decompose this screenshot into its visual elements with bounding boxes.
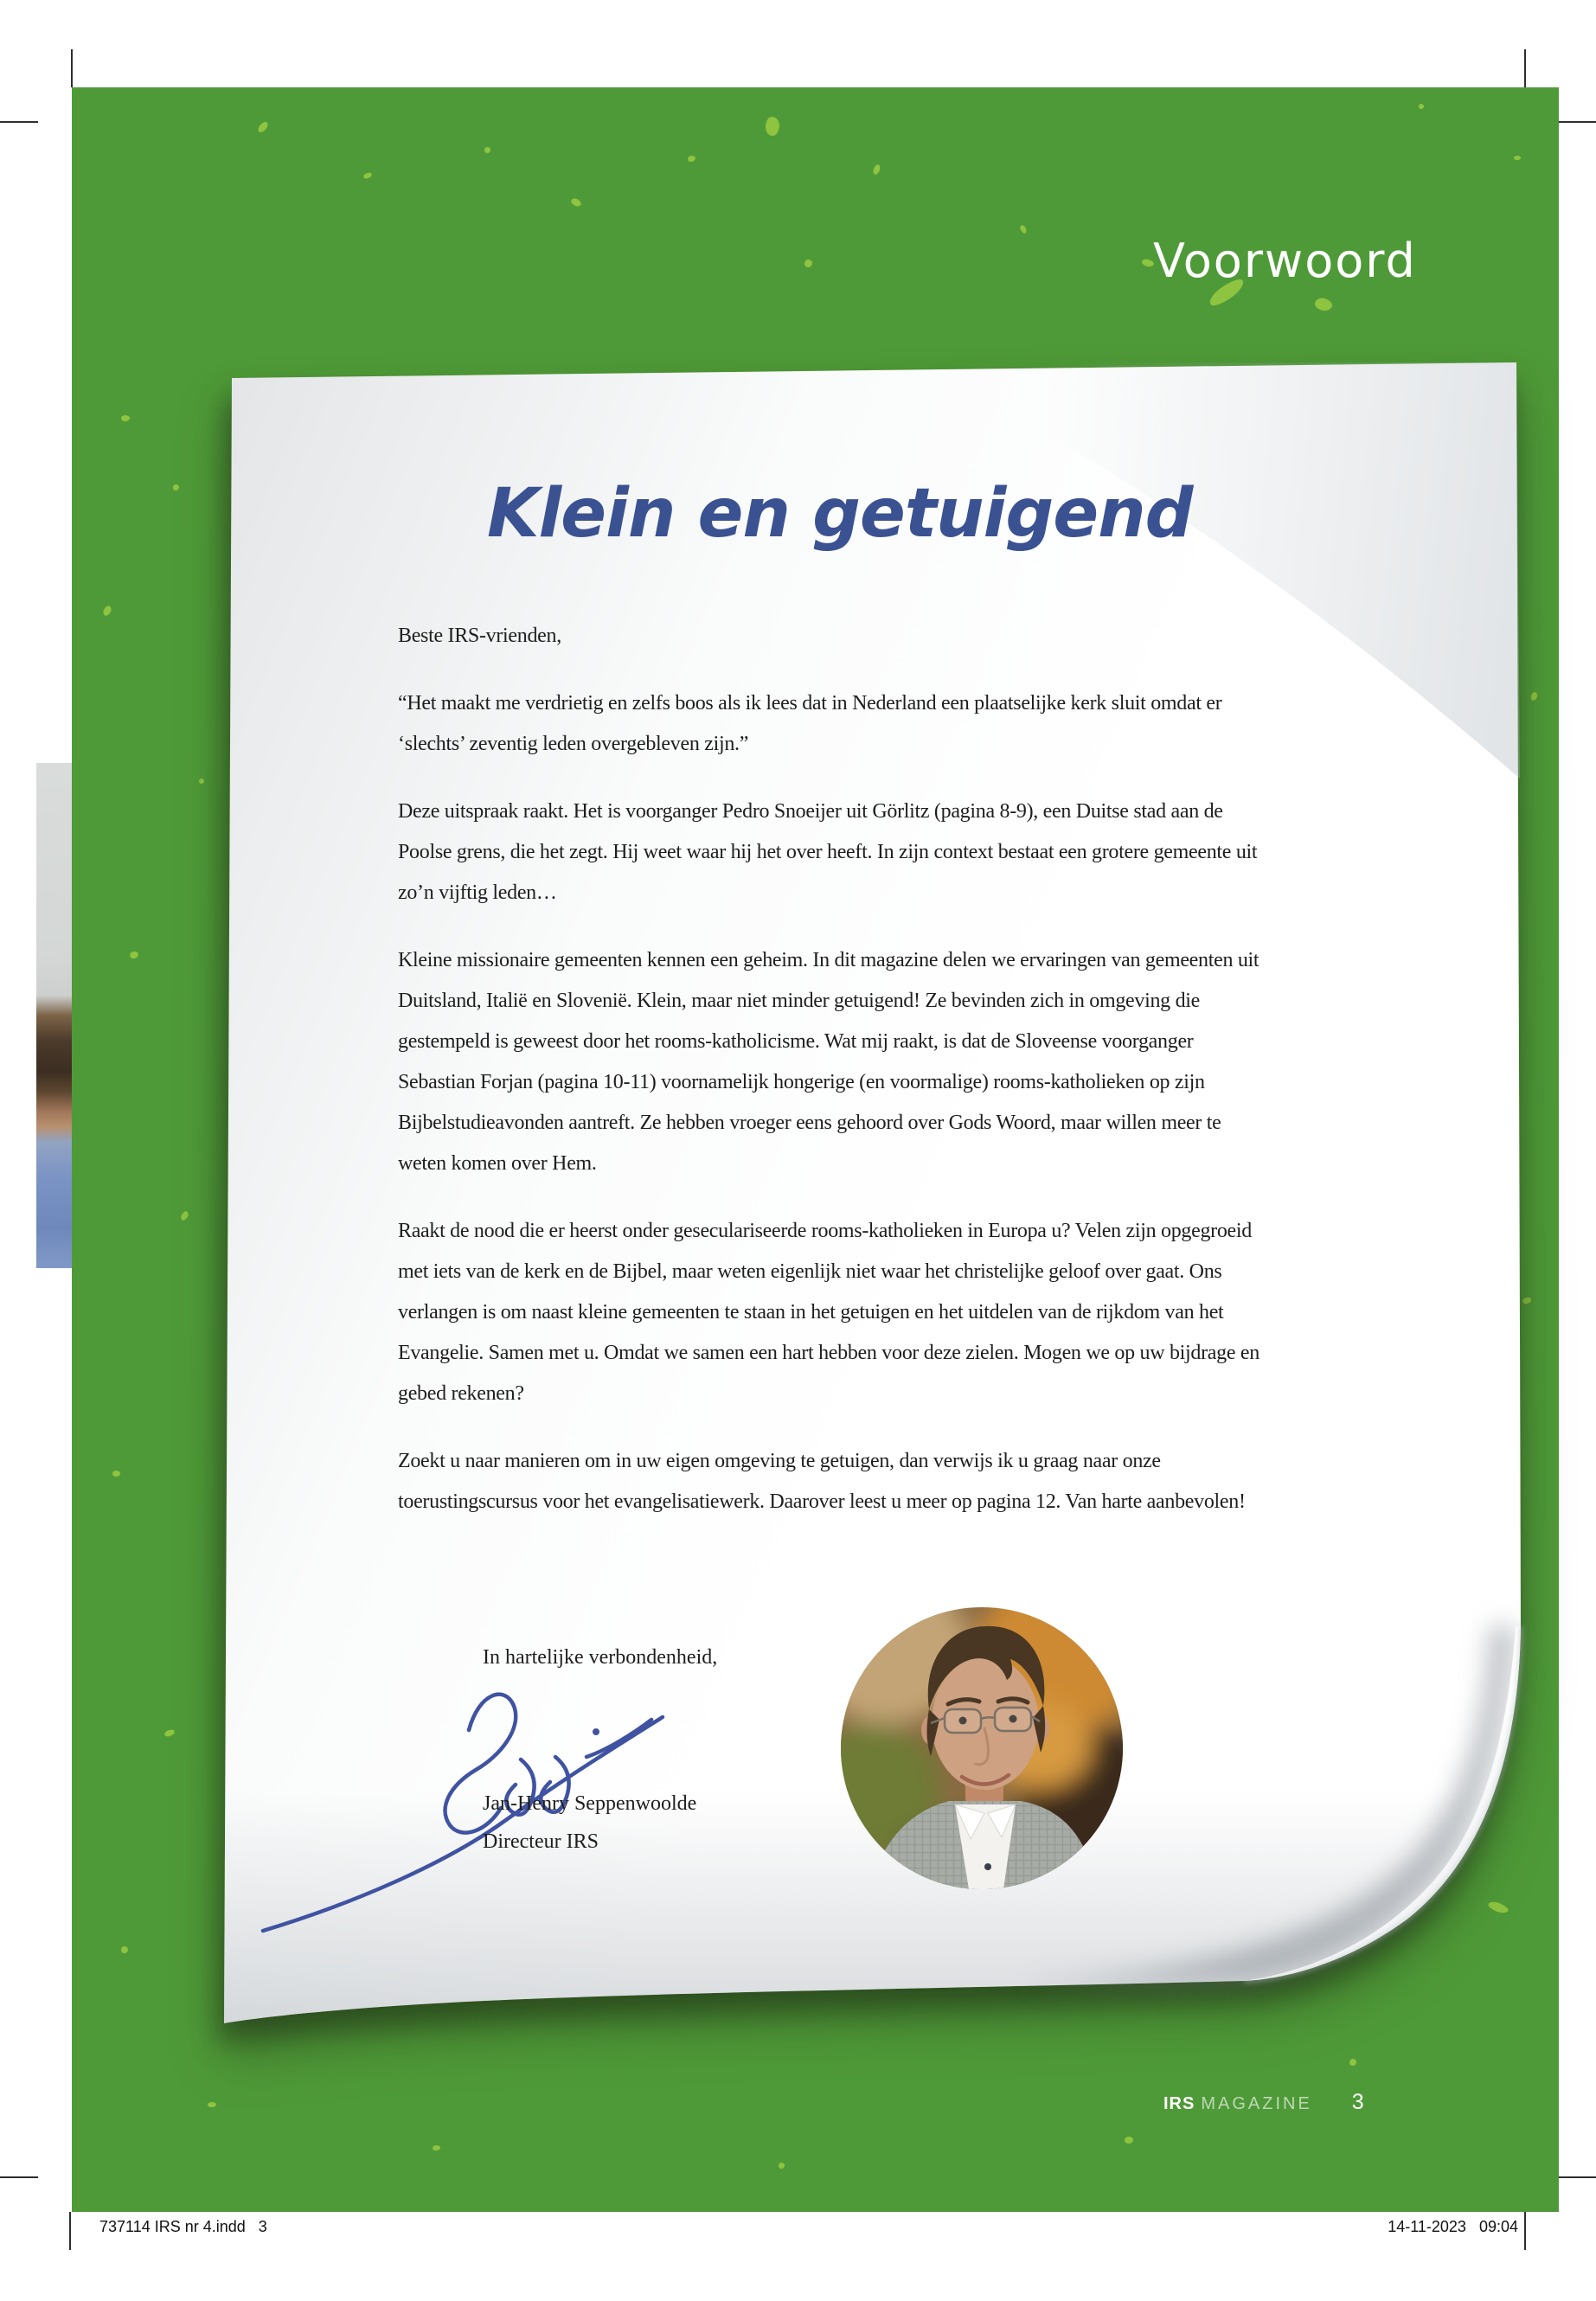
magazine-footer <box>1163 2090 1364 2115</box>
salutation: Beste IRS-vrienden, <box>398 625 561 647</box>
magazine-name-light: MAGAZINE <box>1201 2094 1312 2113</box>
letter-title: Klein en getuigend <box>487 475 1193 553</box>
print-mark-datetime: 14-11-2023 09:04 <box>1388 2218 1518 2235</box>
paragraph: Deze uitspraak raakt. Het is voorganger Pedro Snoeijer uit Görlitz (pagina 8-9), een Duitse stad aan de Poolse grens, die het zegt. Hij weet waar hij het over heeft. In zijn context bestaat een grotere gemeente uit zo’n vijftig leden… <box>398 800 1258 904</box>
paragraph: Raakt de nood die er heerst onder geseculariseerde rooms-katholieken in Europa u? Velen zijn opgegroeid met iets van de kerk en de Bijbel, maar weten eigenlijk niet waar het christelijke geloof over gaat. Ons verlangen is om naast kleine gemeenten te staan in het getuigen en het uitdelen van de rijkdom van het Evangelie. Samen met u. Omdat we samen een hart hebben voor deze zielen. Mogen we op uw bijdrage en gebed rekenen? <box>398 1220 1259 1405</box>
print-mark-filename: 737114 IRS nr 4.indd 3 <box>99 2218 267 2235</box>
signer-role: Directeur IRS <box>483 1830 599 1853</box>
paragraph: “Het maakt me verdrietig en zelfs boos als ik lees dat in Nederland een plaatselijke kerk sluit omdat er ‘slechts’ zeventig leden overgebleven zijn.” <box>398 692 1222 755</box>
letter-body <box>398 616 1267 1549</box>
section-label: Voorwoord <box>1153 234 1417 288</box>
signer-name: Jan-Henry Seppenwoolde <box>483 1792 697 1815</box>
closing-line: In hartelijke verbondenheid, <box>483 1646 718 1669</box>
paragraph: Zoekt u naar manieren om in uw eigen omgeving te getuigen, dan verwijs ik u graag naar onze toerustingscursus voor het evangelisatiewerk. Daarover leest u meer op pagina 12. Van harte aanbevolen! <box>398 1450 1246 1513</box>
page-number: 3 <box>1351 2090 1364 2114</box>
magazine-name-bold: IRS <box>1163 2094 1195 2113</box>
portrait-photo <box>841 1607 1123 1889</box>
paragraph: Kleine missionaire gemeenten kennen een geheim. In dit magazine delen we ervaringen van gemeenten uit Duitsland, Italië en Slovenië. Klein, maar niet minder getuigend! Ze bevinden zich in omgeving die gestempeld is geweest door het rooms-katholicisme. Wat mij raakt, is dat de Sloveense voorganger Sebastian Forjan (pagina 10-11) voornamelijk hongerige (en voormalige) rooms-katholieken op zijn Bijbelstudieavonden aantreft. Ze hebben vroeger eens gehoord over Gods Woord, maar willen meer te weten komen over Hem. <box>398 949 1259 1175</box>
